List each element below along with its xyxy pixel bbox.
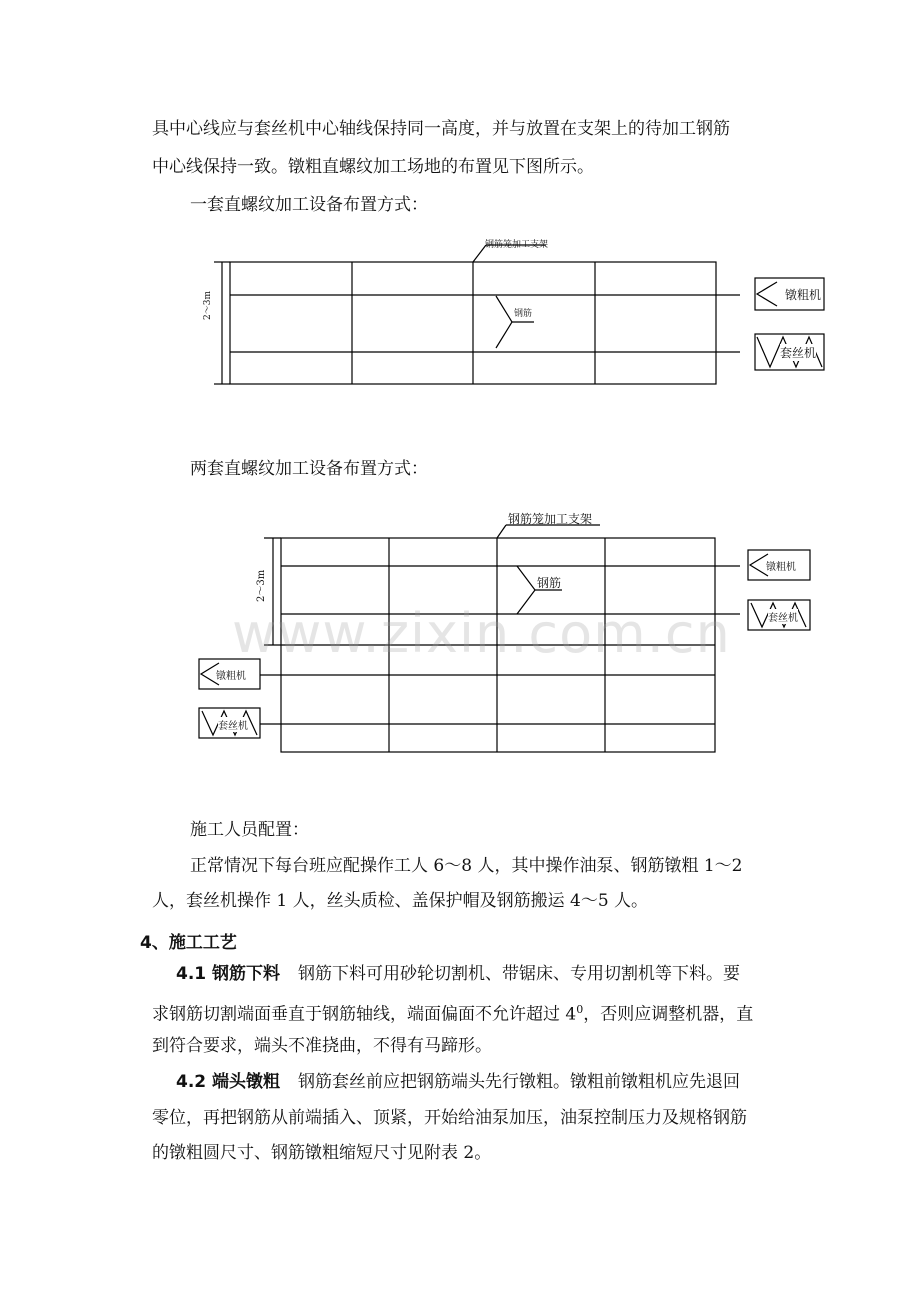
diagram1-upsetter-label: 镦粗机 [785, 288, 822, 302]
diagram1-dimension-label: 2～3m [203, 291, 213, 320]
diagram1-rebar-label: 钢筋 [514, 309, 533, 319]
diagram1-support-label: 钢筋笼加工支架 [485, 240, 549, 250]
staff-title: 施工人员配置： [190, 820, 309, 840]
s41-superscript: 0 [576, 1003, 584, 1016]
s41-text-2-end: ，否则应调整机器，直 [583, 1004, 754, 1025]
staff-line-1: 正常情况下每台班应配操作工人 6～8 人，其中操作油泵、钢筋镦粗 1～2 [190, 856, 743, 876]
s41-line-2 [152, 998, 753, 1027]
s41-text-1: 钢筋下料可用砂轮切割机、带锯床、专用切割机等下料。要 [298, 964, 741, 984]
diagram1-caption: 一套直螺纹加工设备布置方式： [190, 195, 428, 215]
diagram2-threader-label: 套丝机 [768, 609, 798, 624]
diagram1-threader-label: 套丝机 [780, 346, 817, 360]
s42-line-1 [176, 1070, 740, 1094]
diagram2-upsetter2-label: 镦粗机 [216, 671, 246, 682]
s42-label: 4.2 端头镦粗 [176, 1072, 281, 1092]
watermark: www.zixin.com.cn [232, 602, 731, 665]
staff-line-2: 人，套丝机操作 1 人，丝头质检、盖保护帽及钢筋搬运 4～5 人。 [152, 891, 649, 911]
s42-text-1: 钢筋套丝前应把钢筋端头先行镦粗。镦粗前镦粗机应先退回 [298, 1072, 741, 1092]
s41-label: 4.1 钢筋下料 [176, 964, 281, 984]
diagram2-upsetter-label: 镦粗机 [766, 562, 796, 573]
section4-heading: 4、施工工艺 [140, 933, 237, 953]
diagram2-threader2-label: 套丝机 [218, 717, 248, 732]
intro-line-2: 中心线保持一致。镦粗直螺纹加工场地的布置见下图所示。 [152, 157, 594, 177]
s42-line-3: 的镦粗圆尺寸、钢筋镦粗缩短尺寸见附表 2。 [152, 1143, 492, 1163]
s42-line-2: 零位，再把钢筋从前端插入、顶紧，开始给油泵加压，油泵控制压力及规格钢筋 [152, 1108, 747, 1128]
intro-line-1: 具中心线应与套丝机中心轴线保持同一高度，并与放置在支架上的待加工钢筋 [152, 119, 730, 139]
diagram2-dimension-label: 2～3m [256, 569, 267, 602]
s41-line-3: 到符合要求，端头不准挠曲，不得有马蹄形。 [152, 1036, 492, 1056]
s41-text-2: 求钢筋切割端面垂直于钢筋轴线，端面偏面不允许超过 4 [152, 1004, 577, 1025]
diagram2-caption: 两套直螺纹加工设备布置方式： [190, 459, 428, 479]
diagram2-rebar-label: 钢筋 [537, 576, 562, 590]
s41-line-1 [176, 962, 740, 986]
diagram2-support-label: 钢筋笼加工支架 [508, 512, 593, 526]
